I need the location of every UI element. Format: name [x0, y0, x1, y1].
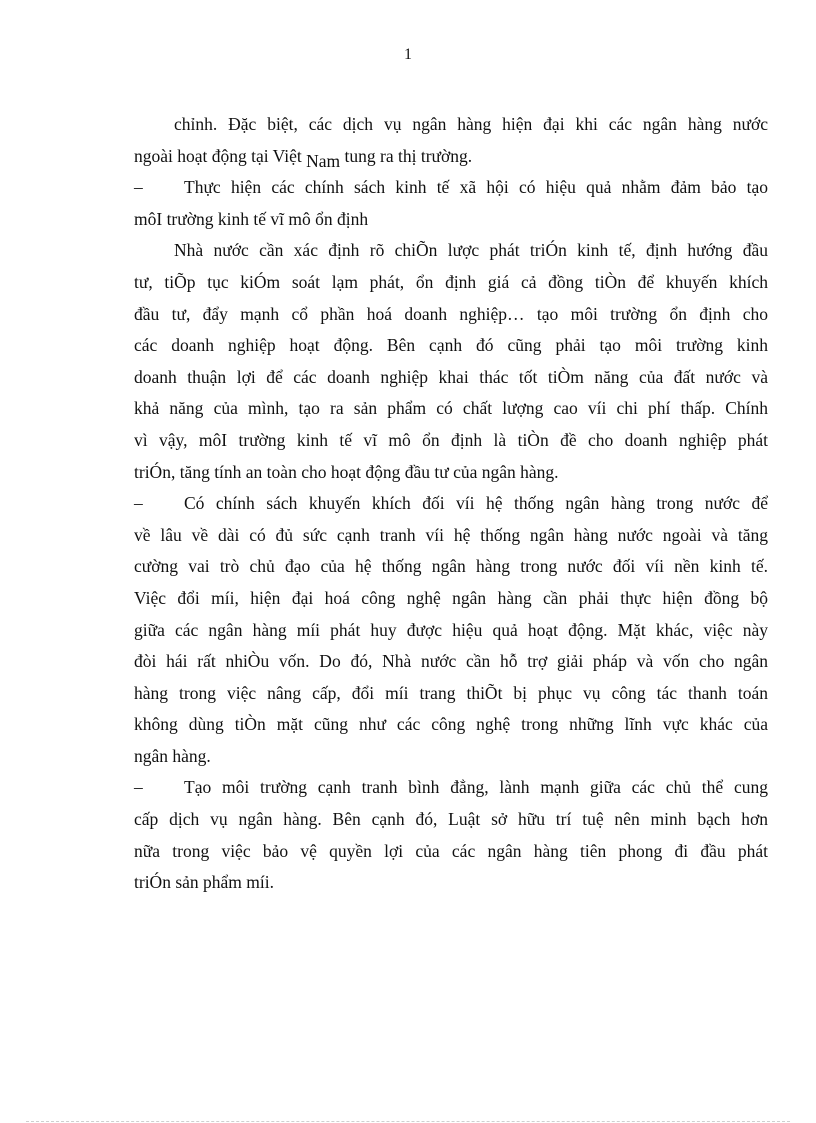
line-text: đầu tư, đẩy mạnh cổ phần hoá doanh nghiệp… tạo môi trường ổn định cho: [134, 303, 768, 324]
text-line: [134, 362, 768, 394]
line-text: Việc đổi míi, hiện đại hoá công nghệ ngân hàng cần phải thực hiện đồng bộ: [134, 587, 768, 608]
text-line: [134, 204, 768, 236]
line-text: Có chính sách khuyến khích đối víi hệ thống ngân hàng trong nước để: [184, 493, 768, 514]
text-line: [134, 867, 768, 899]
subscript-text: Nam: [306, 150, 341, 171]
text-line: [134, 709, 768, 741]
dash-bullet: –: [134, 777, 143, 798]
text-line: [134, 393, 768, 425]
text-line: [134, 678, 768, 710]
line-text: nữa trong việc bảo vệ quyền lợi của các ngân hàng tiên phong đi đầu phát: [134, 840, 768, 861]
line-text: đòi hái rất nhiÒu vốn. Do đó, Nhà nước cần hỗ trợ giải pháp và vốn cho ngân: [134, 651, 768, 672]
text-line: [134, 804, 768, 836]
text-line: [134, 457, 768, 489]
line-text: Nhà nước cần xác định rõ chiÕn lược phát triÓn kinh tế, định hướng đầu: [174, 240, 768, 261]
text-line: [134, 583, 768, 615]
line-text: chỉnh. Đặc biệt, các dịch vụ ngân hàng hiện đại khi các ngân hàng nước: [174, 114, 768, 134]
dash-bullet: –: [134, 493, 143, 514]
text-line: [134, 235, 768, 267]
line-text: giữa các ngân hàng míi phát huy được hiệu quả hoạt động. Mặt khác, việc này: [134, 619, 768, 640]
line-text-after: tung ra thị trường.: [344, 145, 473, 166]
line-text: không dùng tiÒn mặt cũng như các công nghệ trong những lĩnh vực khác của: [134, 714, 768, 735]
line-text: cấp dịch vụ ngân hàng. Bên cạnh đó, Luật sở hữu trí tuệ nên minh bạch hơn: [134, 809, 768, 830]
text-line: [134, 772, 768, 804]
line-text: vì vậy, môI trường kinh tế vĩ mô ổn định là tiÒn đề cho doanh nghiệp phát: [134, 429, 768, 450]
line-text: ngân hàng.: [134, 745, 211, 766]
text-line: [134, 109, 768, 141]
text-line: [134, 836, 768, 868]
line-text: tư, tiÕp tục kiÓm soát lạm phát, ổn định giá cả đồng tiÒn để khuyến khích: [134, 271, 768, 292]
line-text: về lâu về dài có đủ sức cạnh tranh víi hệ thống ngân hàng nước ngoài và tăng: [134, 524, 768, 545]
line-text: triÓn sản phẩm míi.: [134, 872, 274, 893]
line-text: môI trường kinh tế vĩ mô ổn định: [134, 208, 369, 229]
text-line: [134, 488, 768, 520]
text-line: [134, 330, 768, 362]
line-text: Thực hiện các chính sách kinh tế xã hội có hiệu quả nhằm đảm bảo tạo: [184, 177, 768, 198]
text-line: [134, 615, 768, 647]
line-text: doanh thuận lợi để các doanh nghiệp khai thác tốt tiÒm năng của đất nước và: [134, 366, 768, 387]
text-line: [134, 425, 768, 457]
text-line: [134, 646, 768, 678]
text-line: [134, 141, 768, 173]
line-text: cường vai trò chủ đạo của hệ thống ngân hàng trong nước đối víi nền kinh tế.: [134, 556, 768, 577]
page-bottom-border: [26, 1121, 790, 1122]
line-text: Tạo môi trường cạnh tranh bình đẳng, lành mạnh giữa các chủ thể cung: [184, 777, 768, 798]
text-line: [134, 172, 768, 204]
text-line: [134, 299, 768, 331]
text-line: [134, 520, 768, 552]
document-body: [134, 109, 768, 899]
line-text: triÓn, tăng tính an toàn cho hoạt động đầu tư của ngân hàng.: [134, 461, 559, 482]
dash-bullet: –: [134, 177, 143, 198]
line-text: hàng trong việc nâng cấp, đổi míi trang thiÕt bị phục vụ công tác thanh toán: [134, 682, 768, 703]
line-text: các doanh nghiệp hoạt động. Bên cạnh đó cũng phải tạo môi trường kinh: [134, 335, 768, 356]
text-line: [134, 267, 768, 299]
line-text: ngoài hoạt động tại Việt: [134, 145, 302, 166]
text-line: [134, 551, 768, 583]
line-text: khả năng của mình, tạo ra sản phẩm có chất lượng cao víi chi phí thấp. Chính: [134, 398, 768, 419]
page-number: 1: [404, 46, 412, 63]
text-line: [134, 741, 768, 773]
